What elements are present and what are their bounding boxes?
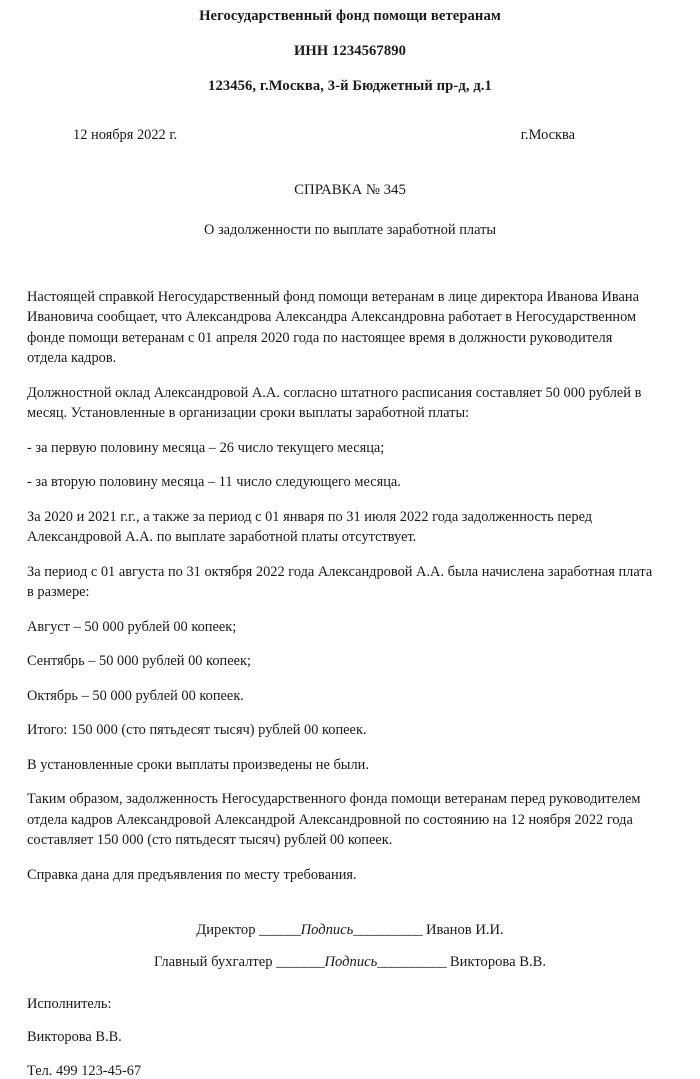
signature-name: Иванов И.И.	[425, 922, 504, 939]
executor-phone: Тел. 499 123-45-67	[27, 1062, 142, 1079]
document-body	[0, 287, 700, 886]
payment-term-item: - за первую половину месяца – 26 число текущего месяца;	[27, 439, 385, 456]
monthly-amount-item: Август – 50 000 рублей 00 копеек;	[27, 618, 237, 635]
body-paragraph: Должностной оклад Александровой А.А. согласно штатного расписания составляет 50 000 рублей в месяц. Установленные в организации сроки выплаты заработной платы:	[27, 384, 642, 422]
body-paragraph: За 2020 и 2021 г.г., а также за период с 01 января по 31 июля 2022 года задолженность перед Александровой А.А. по выплате заработной платы отсутствует.	[27, 508, 593, 546]
document-title: СПРАВКА № 345	[294, 181, 406, 198]
signature-fill-after: __________	[353, 922, 423, 939]
organization-address: 123456, г.Москва, 3-й Бюджетный пр-д, д.1	[208, 78, 492, 95]
signature-role: Директор	[196, 922, 256, 939]
signature-row-director	[0, 922, 700, 939]
signature-fill-before: _______	[276, 954, 325, 971]
organization-inn: ИНН 1234567890	[293, 42, 407, 59]
monthly-amount-item: Сентябрь – 50 000 рублей 00 копеек;	[27, 653, 251, 670]
signature-name: Викторова В.В.	[449, 954, 546, 971]
document-subtitle: О задолженности по выплате заработной платы	[203, 221, 497, 238]
body-paragraph: Справка дана для предъявления по месту требования.	[27, 866, 357, 883]
body-paragraph: Таким образом, задолженность Негосударственного фонда помощи ветеранам перед руководителем отдела кадров Александровой Александрой Александровной по состоянию на 12 ноября 2022 года составляет 150 000 (сто пятьдесят тысяч) рублей 00 копеек.	[27, 791, 641, 849]
organization-name: Негосударственный фонд помощи ветеранам	[199, 8, 501, 24]
title-block	[0, 182, 700, 239]
signature-fill-after: __________	[377, 954, 447, 971]
signature-placeholder-word: Подпись	[300, 922, 354, 939]
body-paragraph: В установленные сроки выплаты произведены не были.	[27, 756, 369, 773]
signature-fill-before: ______	[259, 922, 301, 939]
total-amount-line: Итого: 150 000 (сто пятьдесят тысяч) рублей 00 копеек.	[27, 722, 367, 739]
letterhead	[0, 0, 700, 94]
signature-placeholder-word: Подпись	[324, 954, 378, 971]
body-paragraph: Настоящей справкой Негосударственный фонд помощи ветеранам в лице директора Иванова Ивана Ивановича сообщает, что Александрова Александра Александровна работает в Негосударственном фонде помощи ветеранам с 01 апреля 2020 года по настоящее время в должности руководителя отдела кадров.	[27, 288, 639, 367]
document-city: г.Москва	[520, 126, 575, 143]
document-date: 12 ноября 2022 г.	[73, 126, 178, 143]
executor-label: Исполнитель:	[27, 995, 112, 1012]
body-paragraph: За период с 01 августа по 31 октября 2022 года Александровой А.А. была начислена заработная плата в размере:	[27, 563, 653, 601]
monthly-amount-item: Октябрь – 50 000 рублей 00 копеек.	[27, 687, 244, 704]
date-city-row	[0, 128, 700, 144]
signature-role: Главный бухгалтер	[154, 954, 273, 971]
executor-name: Викторова В.В.	[27, 1029, 122, 1046]
payment-term-item: - за вторую половину месяца – 11 число следующего месяца.	[27, 474, 401, 491]
signature-block	[0, 922, 700, 971]
signature-row-chief-accountant	[0, 954, 700, 971]
executor-block	[0, 996, 700, 1079]
